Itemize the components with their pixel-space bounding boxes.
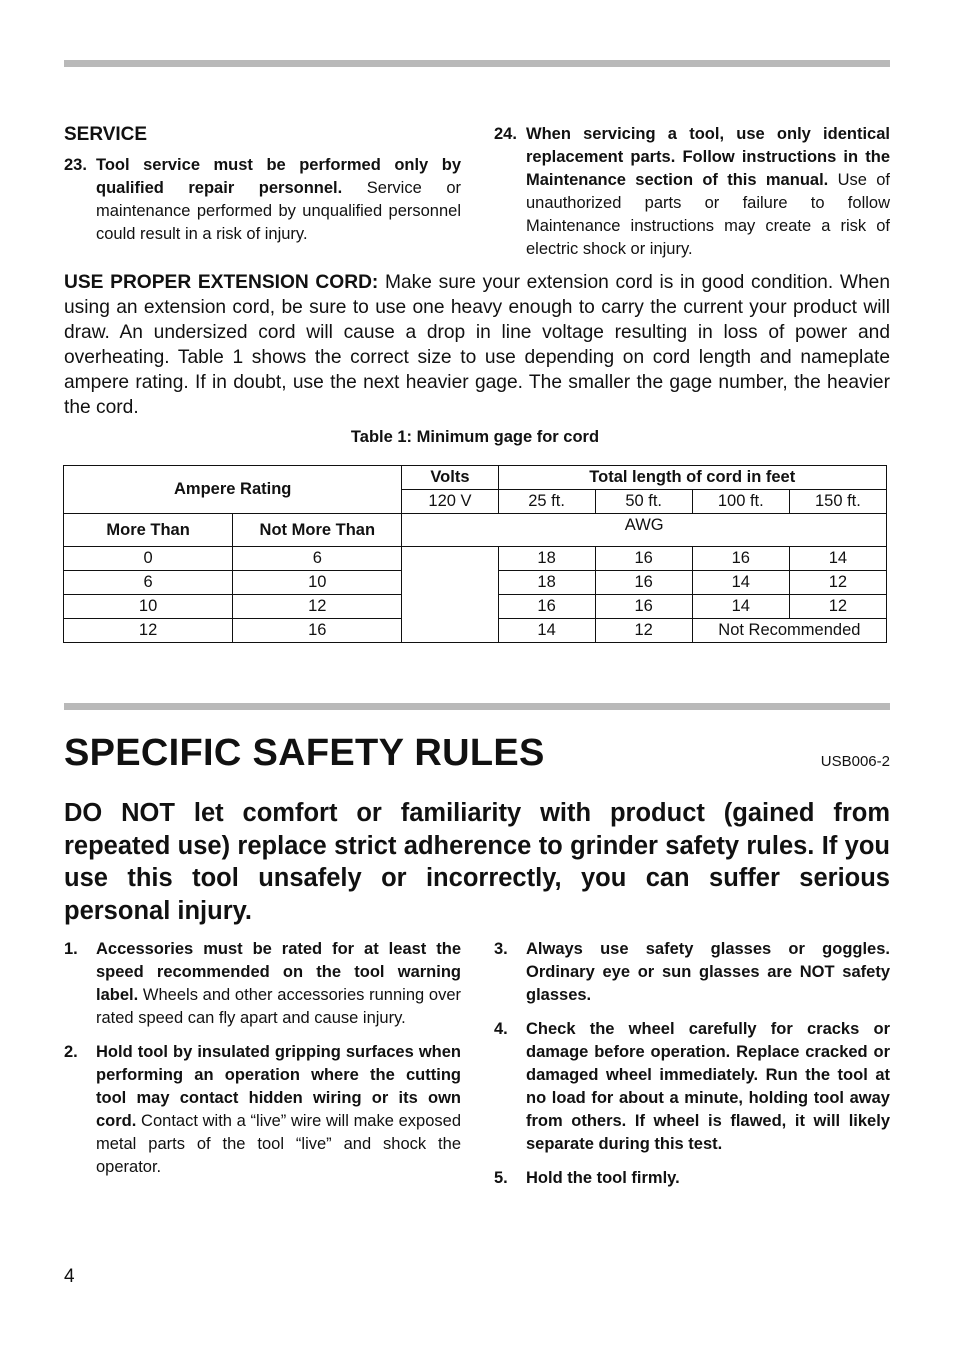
- gage-cell: 18: [498, 571, 595, 595]
- not-more-than-cell: 6: [233, 547, 402, 571]
- item-text: Service or maintenance performed by unqualified personnel could result in a risk of injury.: [96, 179, 461, 243]
- safety-item-2: [64, 1041, 461, 1179]
- item-number: 5.: [494, 1169, 508, 1187]
- length-150-header: 150 ft.: [789, 490, 886, 514]
- service-item-24: [494, 123, 890, 261]
- item-bold-text: Accessories must be rated for at least the speed recommended on the tool warning label.: [96, 940, 461, 1004]
- more-than-cell: 12: [64, 619, 233, 643]
- gage-cell: 14: [692, 595, 789, 619]
- length-50-header: 50 ft.: [595, 490, 692, 514]
- item-bold-text: Hold the tool firmly.: [526, 1169, 680, 1187]
- safety-warning: DO NOT let comfort or familiarity with product (gained from repeated use) replace strict adherence to grinder safety rules. If you use this tool unsafely or incorrectly, you can suffer serious personal injury.: [64, 799, 890, 925]
- gage-cell: 12: [595, 619, 692, 643]
- more-than-cell: 10: [64, 595, 233, 619]
- total-length-header: Total length of cord in feet: [498, 466, 886, 490]
- more-than-header: More Than: [64, 514, 233, 547]
- top-rule: [64, 60, 890, 67]
- more-than-cell: 6: [64, 571, 233, 595]
- item-text: Wheels and other accessories running over rated speed can fly apart and cause injury.: [96, 986, 461, 1027]
- more-than-cell: 0: [64, 547, 233, 571]
- safety-item-1: [64, 938, 461, 1030]
- ampere-rating-header: Ampere Rating: [64, 466, 402, 514]
- item-number: 23.: [64, 156, 87, 174]
- page-number: 4: [64, 1266, 75, 1287]
- safety-item-4: [494, 1018, 890, 1156]
- voltage-cell: 120 V: [402, 490, 498, 514]
- table-label-row: [64, 514, 887, 547]
- service-left-column: [64, 123, 461, 246]
- gage-cell: 16: [692, 547, 789, 571]
- table-header-row: [64, 466, 887, 490]
- safety-left-column: [64, 938, 461, 1179]
- table-row: [64, 547, 887, 571]
- gage-cell: 16: [595, 571, 692, 595]
- item-bold-text: Tool service must be performed only by qualified repair personnel.: [96, 156, 461, 197]
- not-more-than-cell: 10: [233, 571, 402, 595]
- gage-cell: 16: [595, 547, 692, 571]
- safety-item-3: [494, 938, 890, 1007]
- item-text: Use of unauthorized parts or failure to follow Maintenance instructions may create a risk of electric shock or injury.: [526, 171, 890, 258]
- extension-cord-text: Make sure your extension cord is in good condition. When using an extension cord, be sure to use one heavy enough to carry the current your product will draw. An undersized cord will cause a drop in line voltage resulting in loss of power and overheating. Table 1 shows the correct size to use depending on cord length and nameplate ampere rating. If in doubt, use the next heavier gage. The smaller the gage number, the heavier the cord.: [64, 272, 890, 418]
- length-25-header: 25 ft.: [498, 490, 595, 514]
- document-code: USB006-2: [820, 753, 890, 770]
- length-100-header: 100 ft.: [692, 490, 789, 514]
- not-more-than-cell: 16: [233, 619, 402, 643]
- gage-cell: 14: [692, 571, 789, 595]
- gage-cell: 14: [789, 547, 886, 571]
- item-number: 24.: [494, 125, 517, 143]
- item-bold-text: Check the wheel carefully for cracks or damage before operation. Replace cracked or damaged wheel immediately. Run the tool at no load for about a minute, holding tool away from others. If wheel is flawed, it will likely separate during this test.: [526, 1020, 890, 1153]
- item-bold-text: Always use safety glasses or goggles. Ordinary eye or sun glasses are NOT safety glasses.: [526, 940, 890, 1004]
- item-number: 1.: [64, 940, 78, 958]
- gage-cell: 14: [498, 619, 595, 643]
- volts-header: Volts: [402, 466, 498, 490]
- item-number: 3.: [494, 940, 508, 958]
- gage-cell: 12: [789, 571, 886, 595]
- safety-rules-title: SPECIFIC SAFETY RULES: [64, 732, 545, 774]
- section-rule: [64, 703, 890, 710]
- not-more-than-header: Not More Than: [233, 514, 402, 547]
- item-number: 4.: [494, 1020, 508, 1038]
- not-recommended-cell: Not Recommended: [692, 619, 886, 643]
- item-bold-text: Hold tool by insulated gripping surfaces when performing an operation where the cutting tool may contact hidden wiring or its own cord.: [96, 1043, 461, 1130]
- service-item-23: [64, 154, 461, 246]
- voltage-blank-cell: [402, 547, 498, 643]
- not-more-than-cell: 12: [233, 595, 402, 619]
- gage-cell: 16: [498, 595, 595, 619]
- gage-cell: 18: [498, 547, 595, 571]
- extension-cord-paragraph: [64, 270, 890, 420]
- safety-right-column: [494, 938, 890, 1190]
- table-caption: Table 1: Minimum gage for cord: [350, 428, 600, 446]
- service-heading: SERVICE: [64, 124, 148, 145]
- cord-gage-table: [63, 465, 887, 643]
- item-bold-text: When servicing a tool, use only identical replacement parts. Follow instructions in the Maintenance section of this manual.: [526, 125, 890, 189]
- service-right-column: [494, 123, 890, 261]
- item-number: 2.: [64, 1043, 78, 1061]
- item-text: Contact with a “live” wire will make exposed metal parts of the tool “live” and shock the operator.: [96, 1112, 461, 1176]
- extension-cord-lead: USE PROPER EXTENSION CORD:: [64, 272, 379, 293]
- safety-item-5: [494, 1167, 890, 1190]
- gage-cell: 16: [595, 595, 692, 619]
- awg-header: AWG: [402, 514, 887, 547]
- gage-cell: 12: [789, 595, 886, 619]
